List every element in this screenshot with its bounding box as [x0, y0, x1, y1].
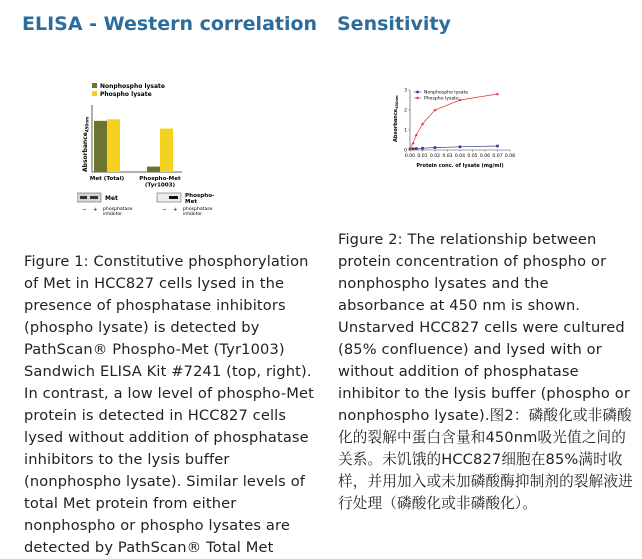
category-label-met-total: Met (Total): [89, 176, 125, 182]
blot-met-sign-plus: +: [93, 207, 98, 213]
western-blot-area: [77, 191, 237, 229]
western-blots: [77, 191, 237, 229]
figure-2-caption: Figure 2: The relationship between protein concentration of phospho or nonphospho lysates and the absorbance at 450 nm is shown. Unstarved HCC827 cells were cultured (85% confluence) and lysed with or without addition of phosphatase inhibitor to the lysis buffer (phospho or nonphospho lysate).图2：磷酸化或非磷酸化的裂解中蛋白含量和450nm吸光值之间的关系。未饥饿的HCC827细胞在85%满时收样，并用加入或未加磷酸酶抑制剂的裂解液进行处理（磷酸化或非磷酸化）。: [338, 231, 633, 512]
blot-met-band-plus: [90, 196, 98, 199]
x-tick-label-7: 0.07: [492, 154, 503, 159]
series-line-1: [410, 94, 498, 149]
legend-swatch-nonphospho: [92, 83, 97, 88]
bar-phospho-0: [107, 119, 120, 172]
point-0-4: [434, 146, 437, 149]
bar-phospho-1: [160, 129, 173, 172]
x-tick-label-8: 0.08: [504, 154, 516, 159]
blot-met-sublabel: phosphatase inhibitor: [103, 207, 133, 217]
x-tick-label-1: 0.01: [417, 154, 428, 159]
y-tick-label-3: 3: [404, 88, 407, 94]
y-tick-label-2: 2: [404, 108, 407, 114]
category-label-phospho-met: Phospho-Met (Tyr1003): [139, 176, 181, 189]
blot-met-sign-minus: −: [82, 207, 87, 213]
blot-phospho-met-sublabel: phosphatase inhibitor: [183, 207, 213, 217]
x-tick-label-6: 0.06: [479, 154, 491, 159]
y-axis-label: Absorbance$_{450nm}$: [393, 95, 400, 142]
x-tick-label-0: 0.00: [404, 154, 416, 159]
legend-label-phospho: Phospho lysate: [100, 91, 152, 98]
blot-phospho-met-sign-plus: +: [173, 207, 178, 213]
point-1-1: [412, 141, 415, 144]
figure-1-caption: Figure 1: Constitutive phosphorylation of Met in HCC827 cells lysed in the presence of phosphatase inhibitors (phospho lysate) is detected by PathScan® Phospho-Met (Tyr1003) Sandwich ELISA Kit #7241 (top, right). In contrast, a low level of phospho-Met protein is detected in HCC827 cells lysed without addition of phosphatase inhibitors to the lysis buffer (nonphospho lysate). Similar levels of total Met protein from either nonphospho or phospho lysates are detected by PathScan® Total Met: [24, 253, 315, 556]
y-axis-label: Absorbance$_{450nm}$: [82, 116, 90, 172]
legend-marker-0: [416, 91, 418, 93]
point-1-6: [496, 92, 499, 95]
legend-label-0: Nonphospho lysate: [424, 90, 469, 96]
x-tick-label-3: 0.03: [442, 154, 453, 159]
legend-swatch-phospho: [92, 91, 97, 96]
point-0-2: [415, 147, 418, 150]
sensitivity-heading: Sensitivity: [337, 13, 451, 35]
y-tick-label-0: 0: [404, 148, 407, 154]
blot-phospho-met-band-plus: [169, 196, 178, 199]
bar-nonphospho-1: [147, 167, 160, 172]
x-tick-label-5: 0.05: [467, 154, 478, 159]
legend-label-1: Phospho lysate: [424, 96, 459, 102]
x-tick-label-4: 0.04: [454, 154, 466, 159]
point-0-5: [459, 146, 462, 149]
sensitivity-chart: [385, 80, 575, 180]
blot-met-label: Met: [105, 195, 118, 202]
elisa-western-heading: ELISA - Western correlation: [22, 13, 318, 35]
bar-nonphospho-0: [94, 121, 107, 172]
x-tick-label-2: 0.02: [429, 154, 441, 159]
legend-label-nonphospho: Nonphospho lysate: [100, 83, 165, 90]
blot-phospho-met-label: Phospho-Met: [185, 193, 215, 205]
figure-2: [385, 80, 575, 180]
blot-met-band-minus: [80, 196, 87, 199]
y-tick-label-1: 1: [404, 128, 407, 134]
point-0-6: [496, 145, 499, 148]
point-0-1: [412, 148, 415, 151]
x-axis-label: Protein conc. of lysate (mg/ml): [416, 163, 504, 169]
blot-phospho-met-sign-minus: −: [162, 207, 167, 213]
point-0-3: [421, 147, 424, 150]
